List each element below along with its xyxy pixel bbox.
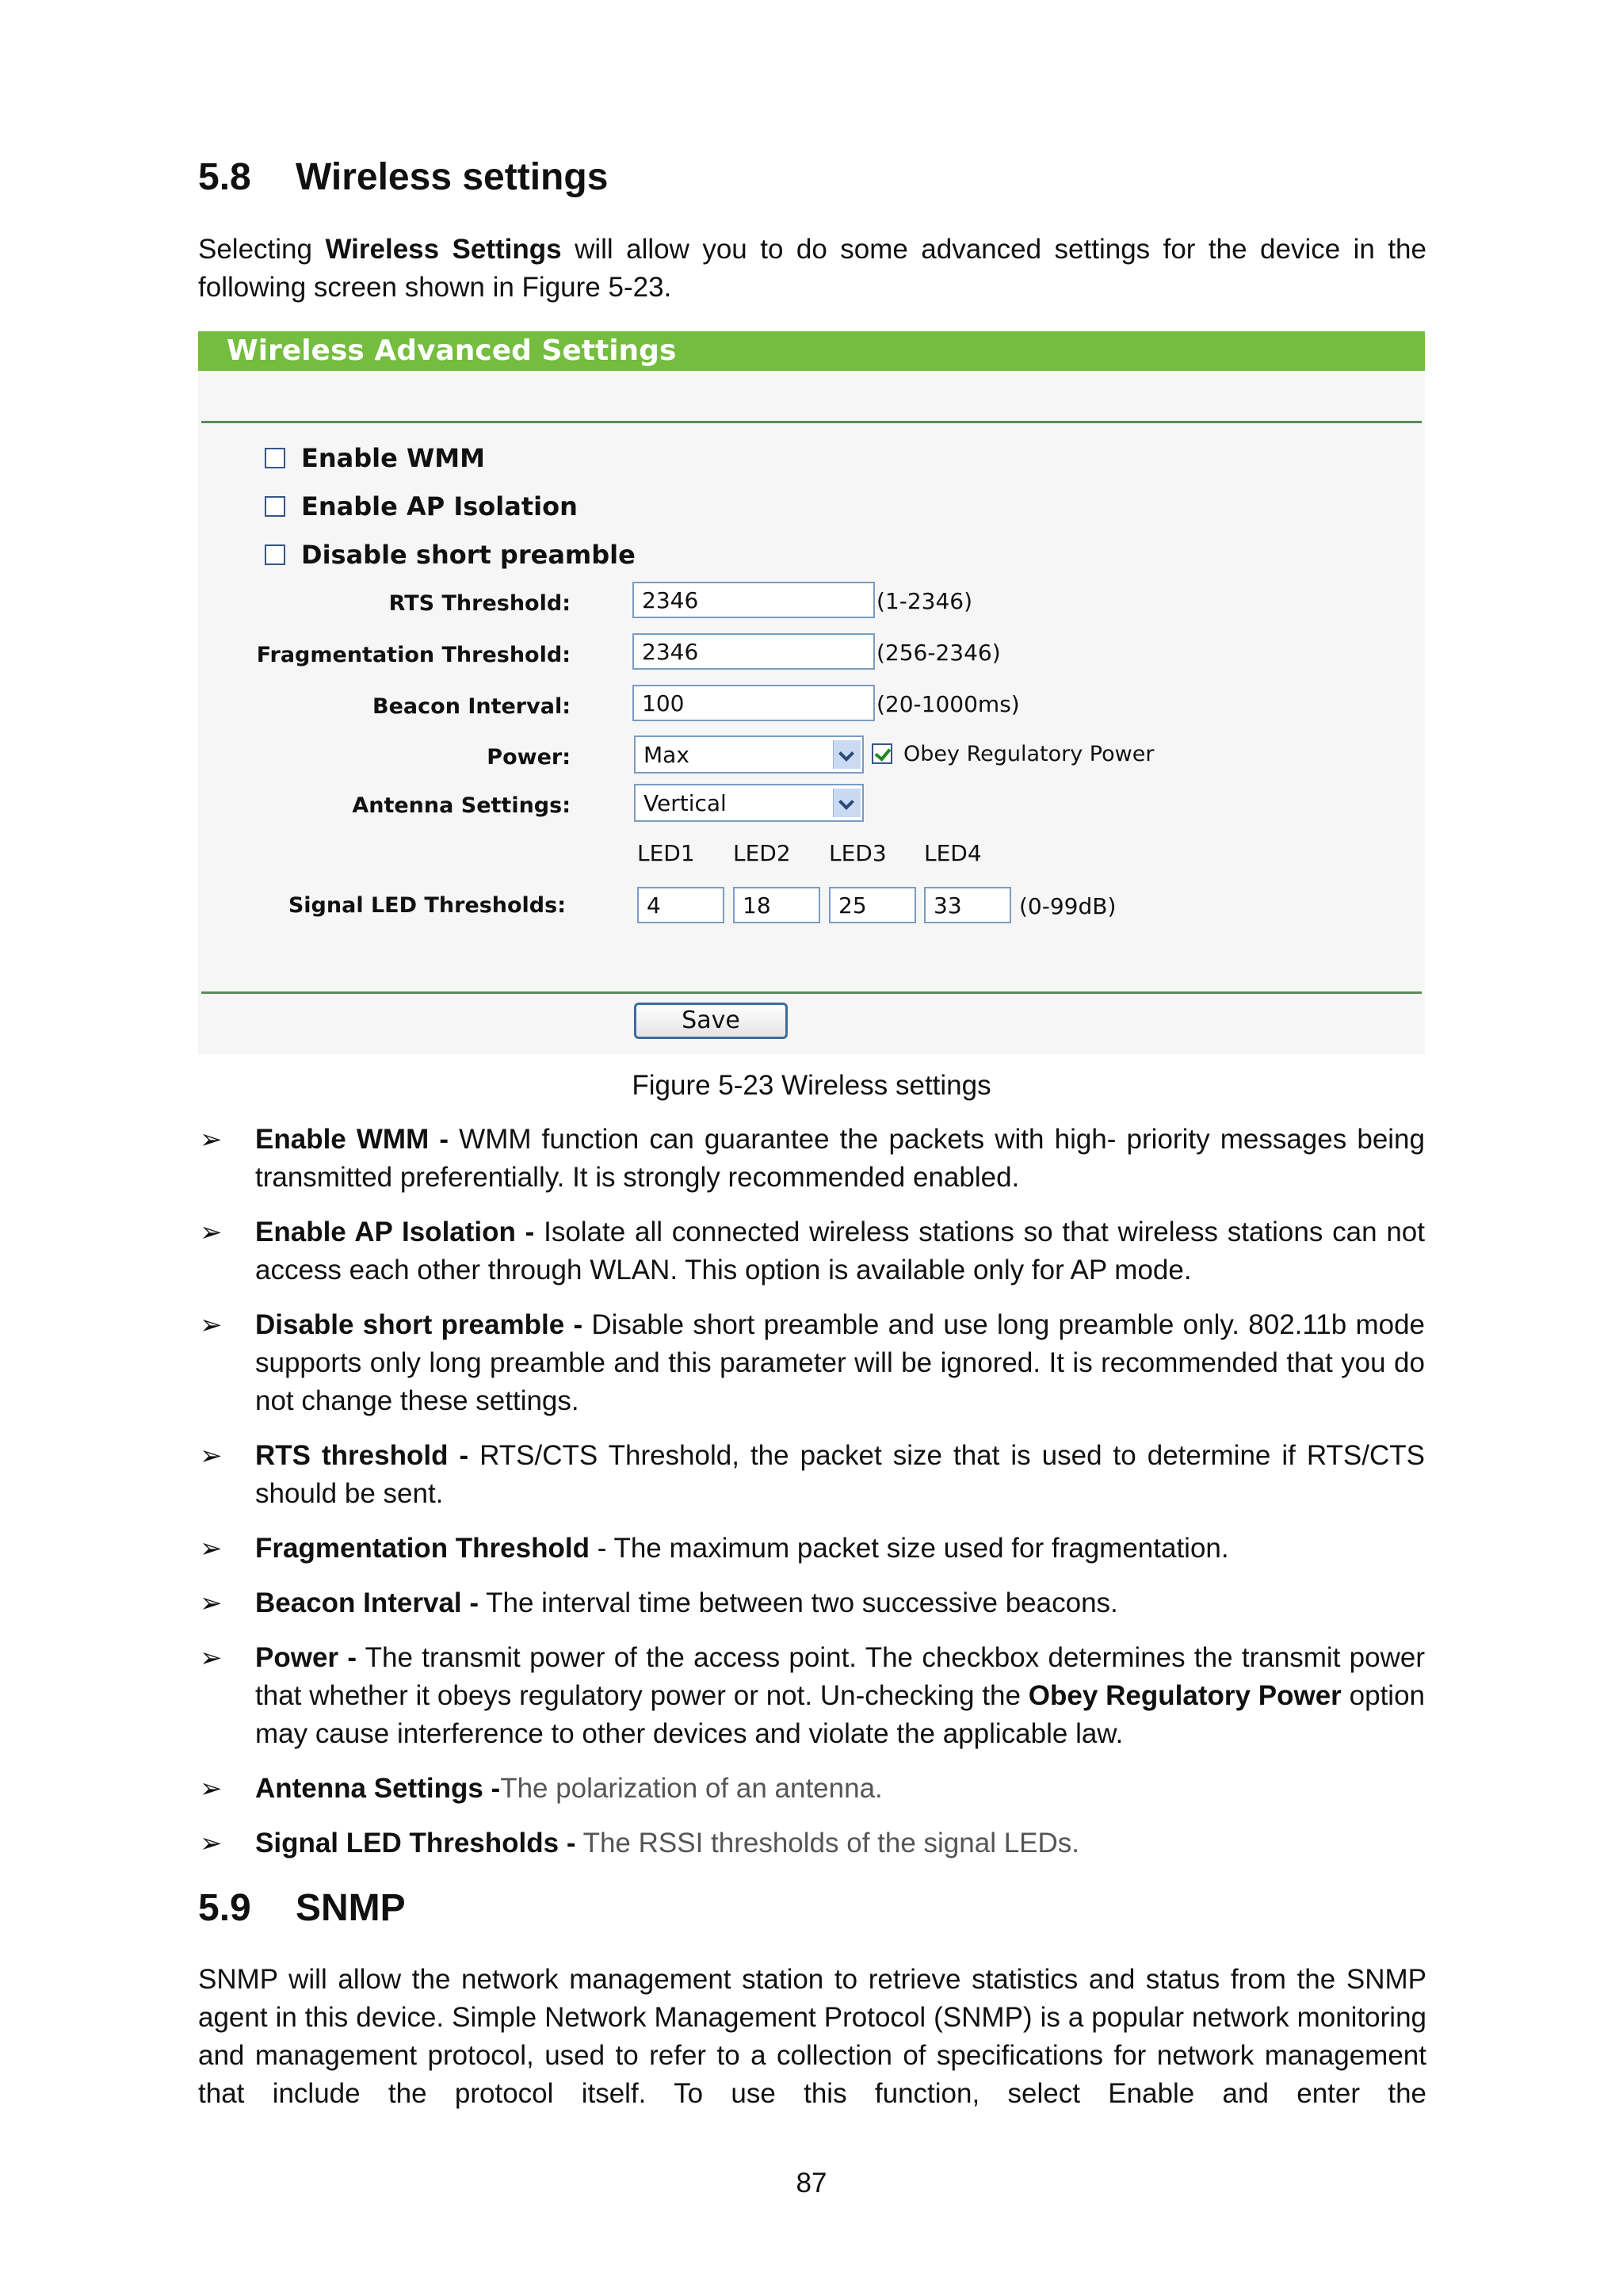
bullet-text: The RSSI thresholds of the signal LEDs.: [575, 1828, 1080, 1859]
rts-threshold-input[interactable]: 2346: [632, 582, 875, 618]
bullet-term-2: Obey Regulatory Power: [1028, 1680, 1342, 1711]
bullet-text: WMM function can guarantee the packets with high- priority messages being transmitted preferentially. It is strongly recommended enabled.: [255, 1124, 1425, 1193]
section-heading-5-9: [198, 1886, 991, 1934]
beacon-interval-input[interactable]: 100: [632, 685, 875, 721]
led1-header: LED1: [637, 840, 695, 866]
intro-text-rest: will allow you to do some advanced settings for the device in the following screen shown in Figure 5-23.: [198, 234, 1426, 303]
bullet-text: Isolate all connected wireless stations so that wireless stations can not access each other through WLAN. This option is available only for AP mode.: [255, 1217, 1425, 1286]
disable-short-preamble-checkbox[interactable]: [265, 544, 285, 565]
wireless-advanced-settings-panel: [198, 331, 1425, 1054]
arrow-bullet-icon: ➢: [200, 1588, 223, 1618]
arrow-bullet-icon: ➢: [200, 1774, 223, 1804]
bullet-text: The polarization of an antenna.: [500, 1773, 883, 1804]
figure-caption: Figure 5-23 Wireless settings: [632, 1070, 991, 1101]
bullet-term: Beacon Interval -: [255, 1587, 479, 1618]
chevron-down-icon: [833, 740, 861, 769]
enable-wmm-label: Enable WMM: [301, 443, 485, 473]
arrow-bullet-icon: ➢: [200, 1441, 223, 1471]
enable-ap-isolation-label: Enable AP Isolation: [301, 491, 578, 521]
arrow-bullet-icon: ➢: [200, 1217, 223, 1247]
bullet-text: The interval time between two successive beacons.: [479, 1587, 1118, 1618]
save-button[interactable]: Save: [634, 1003, 788, 1039]
bullet-text: Disable short preamble and use long preamble only. 802.11b mode supports only long preamble and this parameter will be ignored. It is recommended that you do not change these settings.: [255, 1309, 1426, 1416]
section-heading-5-8: [198, 155, 991, 203]
obey-regulatory-power-checkbox[interactable]: [872, 743, 892, 764]
bullet-text-2: option may cause interference to other devices and violate the applicable law.: [255, 1680, 1426, 1749]
intro-text: Selecting: [198, 234, 326, 265]
power-select[interactable]: [634, 735, 864, 774]
bullet-term: Disable short preamble -: [255, 1309, 583, 1340]
panel-title: Wireless Advanced Settings: [227, 334, 677, 367]
bullet-term: Power -: [255, 1642, 357, 1673]
power-label: Power:: [487, 745, 571, 770]
panel-header: [198, 331, 1425, 371]
snmp-paragraph: [198, 1961, 1426, 2113]
led3-threshold-input[interactable]: 25: [829, 887, 916, 923]
arrow-bullet-icon: ➢: [200, 1310, 223, 1340]
bullet-text: The transmit power of the access point. The checkbox determines the transmit power that whether it obeys regulatory power or not. Un-checking the: [255, 1642, 1425, 1711]
section-title: SNMP: [296, 1887, 406, 1929]
beacon-interval-label: Beacon Interval:: [372, 694, 571, 719]
led2-threshold-input[interactable]: 18: [733, 887, 820, 923]
chevron-down-icon: [833, 789, 861, 817]
bullet-term: Signal LED Thresholds -: [255, 1828, 576, 1859]
bullet-term: Enable WMM -: [255, 1124, 449, 1155]
section-number: 5.9: [198, 1887, 251, 1929]
enable-wmm-checkbox[interactable]: [265, 448, 285, 468]
arrow-bullet-icon: ➢: [200, 1125, 223, 1155]
divider-bottom: [201, 991, 1422, 994]
fragmentation-threshold-label: Fragmentation Threshold:: [256, 643, 571, 667]
bullet-term: RTS threshold -: [255, 1440, 469, 1471]
led3-header: LED3: [829, 840, 887, 866]
bullet-text: - The maximum packet size used for fragmentation.: [589, 1533, 1229, 1564]
led-threshold-range: (0-99dB): [1019, 893, 1117, 919]
disable-short-preamble-label: Disable short preamble: [301, 540, 636, 570]
beacon-interval-range: (20-1000ms): [876, 691, 1020, 717]
enable-wmm-row: [265, 442, 485, 474]
snmp-text: SNMP will allow the network management station to retrieve statistics and status from the SNMP agent in this device. Simple Network Management Protocol (SNMP) is a popular network monitoring and management protocol, used to refer to a collection of specifications for network management that include the protocol itself. To use this function, select Enable and enter the: [198, 1964, 1426, 2109]
led2-header: LED2: [733, 840, 791, 866]
led1-threshold-input[interactable]: 4: [637, 887, 724, 923]
power-value: Max: [643, 742, 689, 768]
section-title: Wireless settings: [296, 156, 609, 198]
led4-header: LED4: [924, 840, 982, 866]
rts-threshold-label: RTS Threshold:: [388, 591, 571, 616]
antenna-settings-select[interactable]: [634, 784, 864, 822]
led4-threshold-input[interactable]: 33: [924, 887, 1011, 923]
section-number: 5.8: [198, 156, 251, 198]
signal-led-thresholds-label: Signal LED Thresholds:: [288, 893, 566, 918]
obey-regulatory-power-label: Obey Regulatory Power: [903, 742, 1155, 766]
arrow-bullet-icon: ➢: [200, 1534, 223, 1564]
intro-paragraph: [198, 231, 1426, 307]
rts-threshold-range: (1-2346): [876, 588, 973, 614]
fragmentation-threshold-range: (256-2346): [876, 640, 1001, 666]
antenna-value: Vertical: [643, 790, 727, 816]
disable-short-preamble-row: [265, 539, 636, 571]
fragmentation-threshold-input[interactable]: 2346: [632, 633, 875, 670]
page-number: 87: [796, 2168, 827, 2199]
divider-top: [201, 421, 1422, 423]
intro-bold: Wireless Settings: [325, 234, 562, 265]
bullet-term: Antenna Settings -: [255, 1773, 501, 1804]
enable-ap-isolation-checkbox[interactable]: [265, 496, 285, 517]
antenna-settings-label: Antenna Settings:: [352, 793, 571, 818]
enable-ap-isolation-row: [265, 491, 578, 522]
arrow-bullet-icon: ➢: [200, 1643, 223, 1673]
bullet-text: RTS/CTS Threshold, the packet size that is used to determine if RTS/CTS should be sent.: [255, 1440, 1425, 1509]
bullet-term: Enable AP Isolation -: [255, 1217, 535, 1247]
arrow-bullet-icon: ➢: [200, 1828, 223, 1859]
bullet-term: Fragmentation Threshold: [255, 1533, 590, 1564]
